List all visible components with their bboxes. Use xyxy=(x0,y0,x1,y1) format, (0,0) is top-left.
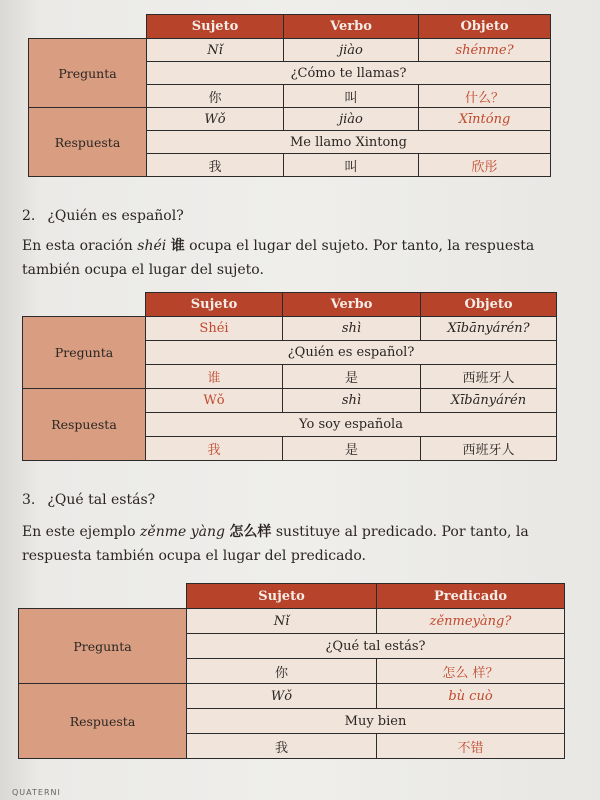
section-3-text-after: sustituye al predicado. Por tanto, la respuesta también ocupa el lugar del predicado. xyxy=(22,524,529,564)
section-2-number: 2. xyxy=(22,208,36,224)
table-3 xyxy=(18,583,565,759)
section-2-text-before: En esta oración xyxy=(22,238,133,254)
cell-q-pinyin-sujeto: Nǐ xyxy=(187,609,377,634)
section-3-title: ¿Qué tal estás? xyxy=(47,492,156,508)
section-2-title: ¿Quién es español? xyxy=(47,208,184,224)
cell-q-hanzi-objeto: 什么？ xyxy=(419,85,551,108)
row-label-respuesta: Respuesta xyxy=(29,108,147,177)
cell-a-hanzi-sujeto: 我 xyxy=(146,437,283,461)
header-predicado: Predicado xyxy=(377,584,565,609)
row-label-respuesta: Respuesta xyxy=(19,684,187,759)
section-2-pinyin: shéi xyxy=(137,238,167,254)
cell-q-hanzi-sujeto: 你 xyxy=(147,85,284,108)
cell-a-sentence: Yo soy española xyxy=(146,413,557,437)
header-verbo: Verbo xyxy=(283,293,421,317)
cell-a-pinyin-sujeto: Wǒ xyxy=(187,684,377,709)
header-sujeto: Sujeto xyxy=(187,584,377,609)
cell-a-pinyin-objeto: Xīntóng xyxy=(419,108,551,131)
header-verbo: Verbo xyxy=(284,15,419,39)
table-1 xyxy=(28,14,551,177)
header-sujeto: Sujeto xyxy=(147,15,284,39)
cell-a-pinyin-predicado: bù cuò xyxy=(377,684,565,709)
section-3-number: 3. xyxy=(22,492,36,508)
section-2-heading xyxy=(22,208,184,224)
cell-q-pinyin-verbo: shì xyxy=(283,317,421,341)
row-label-pregunta: Pregunta xyxy=(29,39,147,108)
section-3-pinyin: zěnme yàng xyxy=(140,524,225,540)
cell-a-hanzi-sujeto: 我 xyxy=(187,734,377,759)
cell-q-sentence: ¿Quién es español? xyxy=(146,341,557,365)
cell-a-pinyin-verbo: shì xyxy=(283,389,421,413)
section-3-hanzi: 怎么样 xyxy=(229,524,272,540)
cell-a-hanzi-verbo: 叫 xyxy=(284,154,419,177)
section-2-paragraph xyxy=(22,234,562,282)
cell-a-sentence: Me llamo Xintong xyxy=(147,131,551,154)
section-2-hanzi: 谁 xyxy=(170,238,185,254)
page-footer: QUATERNI xyxy=(12,788,61,797)
cell-q-pinyin-verbo: jiào xyxy=(284,39,419,62)
cell-q-pinyin-sujeto: Shéi xyxy=(146,317,283,341)
cell-a-hanzi-sujeto: 我 xyxy=(147,154,284,177)
cell-q-pinyin-predicado: zěnmeyàng? xyxy=(377,609,565,634)
cell-a-hanzi-objeto: 西班牙人 xyxy=(421,437,557,461)
cell-a-pinyin-sujeto: Wǒ xyxy=(146,389,283,413)
cell-q-hanzi-objeto: 西班牙人 xyxy=(421,365,557,389)
cell-q-hanzi-sujeto: 你 xyxy=(187,659,377,684)
header-objeto: Objeto xyxy=(421,293,557,317)
cell-q-pinyin-objeto: Xībānyárén? xyxy=(421,317,557,341)
cell-q-sentence: ¿Qué tal estás? xyxy=(187,634,565,659)
section-3-paragraph xyxy=(22,520,567,568)
cell-q-hanzi-verbo: 叫 xyxy=(284,85,419,108)
cell-q-hanzi-sujeto: 谁 xyxy=(146,365,283,389)
cell-q-hanzi-predicado: 怎么 样？ xyxy=(377,659,565,684)
cell-q-sentence: ¿Cómo te llamas? xyxy=(147,62,551,85)
cell-a-pinyin-sujeto: Wǒ xyxy=(147,108,284,131)
header-objeto: Objeto xyxy=(419,15,551,39)
section-3-heading xyxy=(22,492,155,508)
row-label-respuesta: Respuesta xyxy=(23,389,146,461)
cell-q-pinyin-objeto: shénme? xyxy=(419,39,551,62)
row-label-pregunta: Pregunta xyxy=(23,317,146,389)
cell-a-hanzi-objeto: 欣彤 xyxy=(419,154,551,177)
row-label-pregunta: Pregunta xyxy=(19,609,187,684)
cell-a-hanzi-verbo: 是 xyxy=(283,437,421,461)
cell-q-hanzi-verbo: 是 xyxy=(283,365,421,389)
header-sujeto: Sujeto xyxy=(146,293,283,317)
cell-a-hanzi-predicado: 不错 xyxy=(377,734,565,759)
cell-a-sentence: Muy bien xyxy=(187,709,565,734)
cell-a-pinyin-objeto: Xībānyárén xyxy=(421,389,557,413)
table-2 xyxy=(22,292,557,461)
section-2-text-after: ocupa el lugar del sujeto. Por tanto, la respuesta también ocupa el lugar del sujeto. xyxy=(22,238,535,278)
section-3-text-before: En este ejemplo xyxy=(22,524,136,540)
cell-q-pinyin-sujeto: Nǐ xyxy=(147,39,284,62)
cell-a-pinyin-verbo: jiào xyxy=(284,108,419,131)
